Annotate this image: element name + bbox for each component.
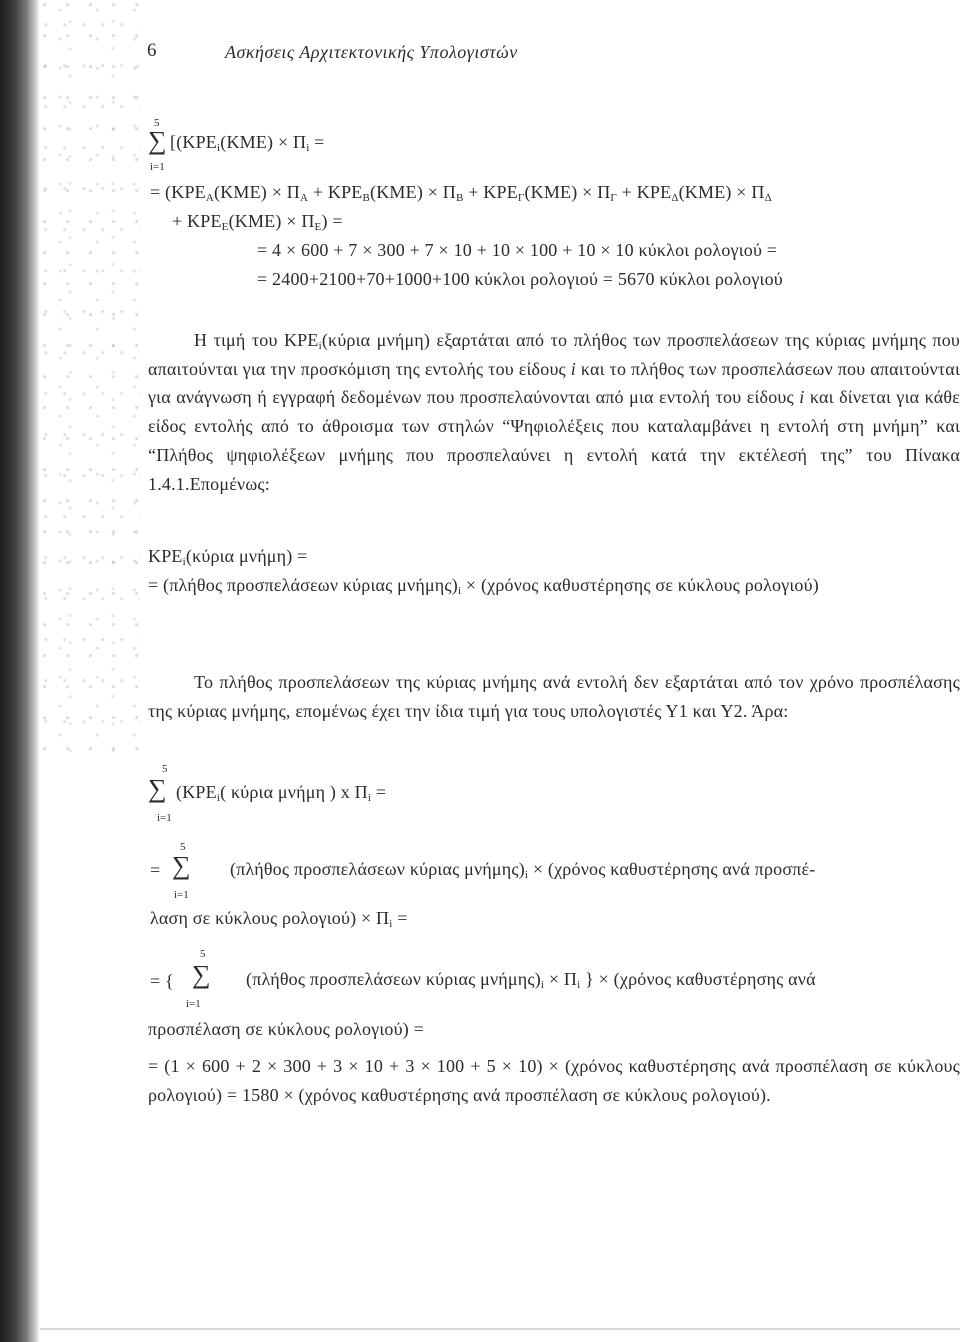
sum1-expansion-line-1: = ($KPE_A(KME) \times \Pi_A + KPE_B(KME) \times \Pi_B + KPE_\Gamma(KME) \times \Pi_\Gamma + KPE_\Delta(KME) \times \Pi_\Delta$ xyxy=(150,182,772,204)
sum1-upper-limit: 5 xyxy=(154,117,160,129)
final-computation: = (1 × 600 + 2 × 300 + 3 × 10 + 3 × 100 + 5 × 10) × (χρόνος καθυστέρησης ανά προσπέλαση σε κύκλους ρολογιού) = 1580 × (χρόνος καθυστέρησης ανά προσπέλαση σε κύκλους ρολογιού). xyxy=(148,1056,960,1105)
sum4-upper-limit: 5 xyxy=(200,948,206,960)
sum3-sigma: ∑ xyxy=(172,851,191,880)
sum3-upper-limit: 5 xyxy=(180,841,186,853)
sum3-expression: (πλήθος προσπελάσεων κύριας $\mu\nu ή\mu\eta\varsigma)_i \times (\chi\rho ό\nu o\varsigma$ καθυστέρησης ανά προσπέ- xyxy=(230,859,816,881)
sum1-sigma: ∑ xyxy=(148,126,167,155)
formula-1-line-2: = (πλήθος προσπελάσεων κύριας $\mu\nu ή\mu\eta\varsigma)_i \times (\chi\rho ό\nu o\varsigma$ καθυστέρησης σε κύκλους ρολογιού) xyxy=(148,574,819,597)
paragraph-1: Η τιμή του $KPE_i(\kappa ύ\rho\iota\alpha$ μνήμη) εξαρτάται από το πλήθος των προσπελάσεων της κύριας μνήμης που απαιτούνται για την προσκόμιση της εντολής του είδους i και το πλήθος των προσπελάσεων που απαιτούνται για ανάγνωση ή εγγραφή δεδομένων που προσπελαύνονται από μια εντολή του είδους i και δίνεται για κάθε είδος εντολής από το άθροισμα των στηλών “Ψηφιολέξεις που καταλαμβάνει η εντολή στη μνήμη” και “Πλήθος ψηφιολέξεων μνήμης που προσπελαύνει η εντολή κατά την εκτέλεσή της” του Πίνακα 1.4.1.Επομένως: xyxy=(148,330,960,494)
page-number: 6 xyxy=(147,40,157,61)
sum1-lower-limit: i=1 xyxy=(150,161,165,173)
sum2-sigma: ∑ xyxy=(148,774,167,803)
sum4-continuation: προσπέλαση σε κύκλους ρολογιού) = xyxy=(148,1019,424,1039)
sum3-lower-limit: i=1 xyxy=(174,889,189,901)
sum4-equals: = { xyxy=(150,971,174,991)
bottom-scan-edge xyxy=(40,1328,960,1330)
sum2-lower-limit: i=1 xyxy=(157,812,172,824)
sum1-expansion-line-2: + $KPE_E(KME) \times \Pi_E$) = xyxy=(172,211,343,233)
paragraph-2: Το πλήθος προσπελάσεων της κύριας μνήμης ανά εντολή δεν εξαρτάται από τον χρόνο προσπέλασης της κύριας μνήμης, επομένως έχει την ίδια τιμή για τους υπολογιστές Υ1 και Υ2. Άρα: xyxy=(148,672,960,721)
sum1-expansion-line-4: = 2400+2100+70+1000+100 κύκλοι ρολογιού = 5670 κύκλοι ρολογιού xyxy=(257,269,783,289)
sum2-expression: ($KPE_i$( κύρια μνήμη ) x $\Pi_i$ = xyxy=(176,782,387,804)
sum4-expression: (πλήθος προσπελάσεων κύριας $\mu\nu ή\mu\eta\varsigma)_i \times \Pi_i$ } × (χρόνος καθυστέρησης ανά xyxy=(246,969,816,991)
sum3-equals: = xyxy=(150,860,161,880)
formula-1-line-1: $KPE_i(\kappa ύ\rho\iota\alpha$ μνήμη) = xyxy=(148,546,308,568)
running-title: Ασκήσεις Αρχιτεκτονικής Υπολογιστών xyxy=(225,42,518,62)
sum2-upper-limit: 5 xyxy=(162,763,168,775)
formula-1 xyxy=(148,542,960,599)
sum4-lower-limit: i=1 xyxy=(186,998,201,1010)
sum1-expansion-line-3: = 4 × 600 + 7 × 300 + 7 × 10 + 10 × 100 + 10 × 10 κύκλοι ρολογιού = xyxy=(257,240,778,260)
sum3-continuation: λαση σε κύκλους $\rho o\lambda o\gamma\iota oύ) \times \Pi_i$ = xyxy=(150,908,408,930)
sum4-sigma: ∑ xyxy=(192,960,211,989)
sum1-head: [($KPE_i(KME) \times \Pi_i$ = xyxy=(170,132,325,154)
